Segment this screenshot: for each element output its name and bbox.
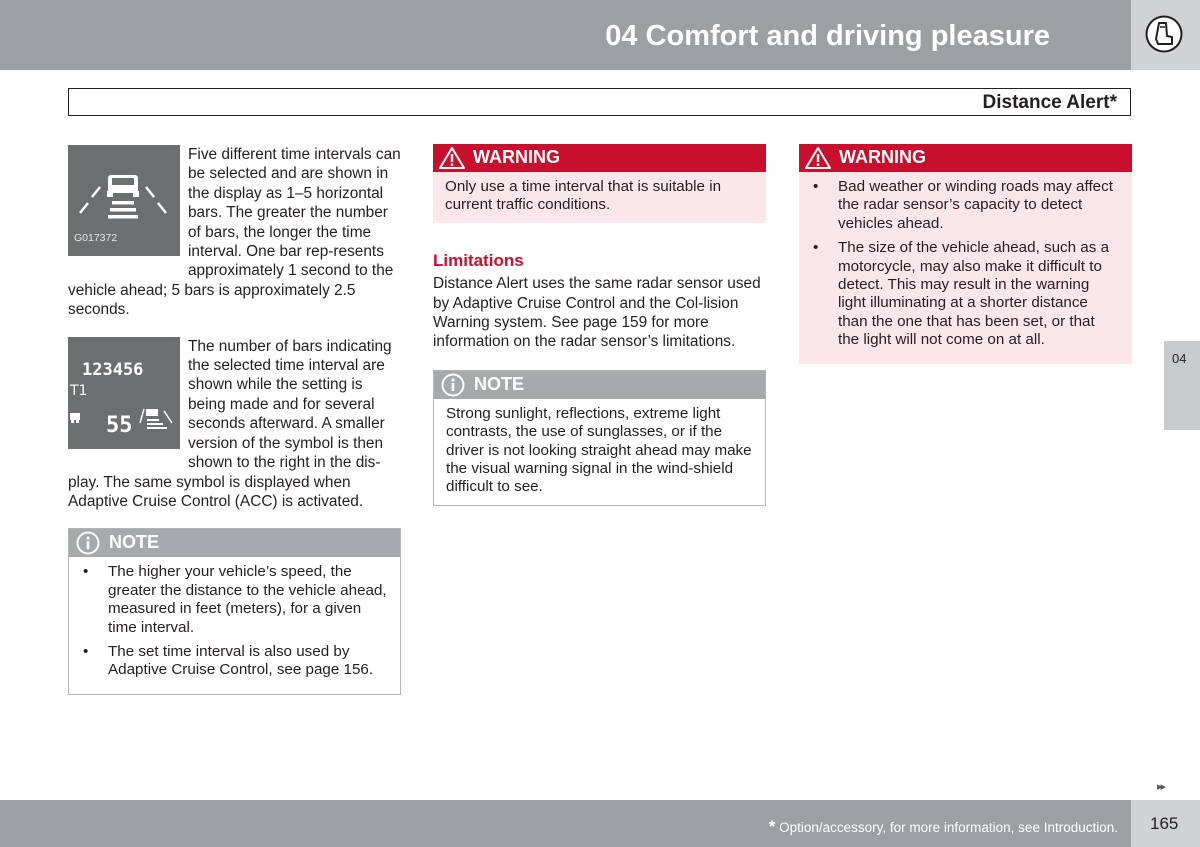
trip-text: T1 — [70, 382, 88, 399]
warning-header — [799, 144, 1132, 172]
note-header — [69, 529, 400, 557]
intro-paragraph: Five different time intervals can be selected and are shown in the display as 1–5 horizontal bars. The greater the number of bars, the longer the time interval. One bar rep-resents approximately 1 second to the vehicle ahead; 5 bars is approximately 2.5 seconds. — [68, 146, 401, 319]
note-text: Strong sunlight, reflections, extreme light contrasts, the use of sunglasses, or if the driver is not looking straight ahead may make the visual warning signal in the wind-shield difficult to see. — [446, 404, 752, 496]
column-3 — [799, 144, 1132, 364]
distance-alert-display-figure — [68, 145, 180, 256]
info-icon — [75, 531, 101, 555]
info-icon — [440, 373, 466, 397]
warning-label: WARNING — [839, 147, 926, 167]
section-title: Distance Alert* — [982, 92, 1117, 113]
page-number-box — [1131, 800, 1200, 847]
warning-label: WARNING — [473, 147, 560, 167]
footnote-asterisk: * — [768, 817, 776, 836]
chapter-icon-box — [1131, 0, 1200, 70]
side-tab-label: 04 — [1172, 351, 1187, 366]
note-box — [68, 528, 401, 694]
warning-text: Only use a time interval that is suitable in current traffic conditions. — [445, 178, 722, 214]
warning-triangle-icon — [805, 146, 831, 170]
figure-code: G017372 — [74, 231, 118, 244]
limitations-heading: Limitations — [433, 250, 524, 270]
column-1 — [68, 145, 401, 695]
seat-icon — [1144, 14, 1184, 54]
instrument-display-figure — [68, 337, 180, 449]
footnote — [769, 817, 1118, 837]
warning-box — [433, 144, 766, 223]
odometer-text: 123456 — [82, 359, 144, 380]
speed-text: 55 — [106, 412, 133, 438]
note-header — [434, 371, 765, 399]
chapter-title: 04 Comfort and driving pleasure — [605, 20, 1050, 52]
instrument-cluster-graphic — [68, 337, 180, 449]
note-label: NOTE — [109, 532, 160, 553]
limitations-paragraph: Distance Alert uses the same radar sensor used by Adaptive Cruise Control and the Col-lision Warning system. See page 159 for more information on the radar sensor’s limitations. — [433, 275, 761, 351]
column-2 — [433, 144, 766, 506]
header-bar — [0, 0, 1131, 70]
note-box — [433, 370, 766, 506]
section-title-box — [68, 88, 1131, 116]
next-page-arrows-icon: ▸▸ — [1157, 781, 1165, 793]
warning-header — [433, 144, 766, 172]
warning-item: • The size of the vehicle ahead, such as a motorcycle, may also make it difficult to detect. This may result in the warning light illuminating at a shorter distance than the one that has been set, or that the light will not come on at all. — [811, 239, 1120, 349]
warning-item: • Bad weather or winding roads may affect the radar sensor’s capacity to detect vehicles ahead. — [811, 178, 1120, 233]
page-number: 165 — [1150, 814, 1179, 833]
note-label: NOTE — [474, 373, 525, 394]
footnote-text: Option/accessory, for more information, see Introduction. — [779, 820, 1118, 835]
warning-box — [799, 144, 1132, 364]
footer-bar — [0, 800, 1131, 847]
bars-paragraph: The number of bars indicating the selected time interval are shown while the setting is being made and for several seconds afterward. A smaller version of the symbol is then shown to the right in the dis-play. The same symbol is displayed when Adaptive Cruise Control (ACC) is activated. — [68, 337, 392, 510]
chapter-side-tab — [1164, 341, 1200, 430]
warning-triangle-icon — [439, 146, 465, 170]
note-item: • The higher your vehicle’s speed, the greater the distance to the vehicle ahead, measured in feet (meters), for a given time interval. — [81, 563, 388, 637]
note-item: • The set time interval is also used by Adaptive Cruise Control, see page 156. — [81, 643, 388, 680]
